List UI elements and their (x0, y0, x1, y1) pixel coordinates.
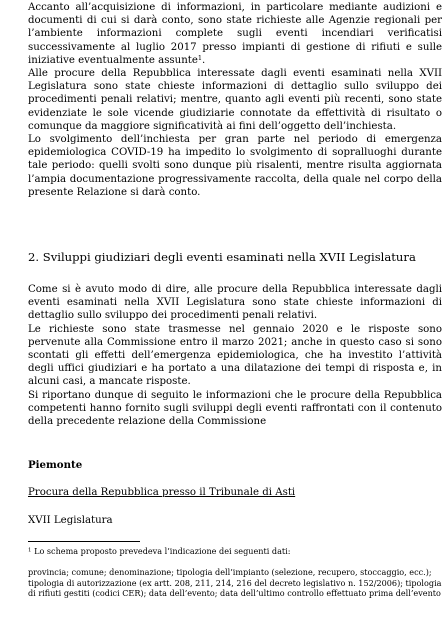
paragraph-procure: Alle procure della Repubblica interessate dagli eventi esaminati nella XVII Legislatura sono state chieste informazioni di dettaglio sullo sviluppo dei procedimenti penali relativi; mentre, quanto agli eventi più recenti, sono state evidenziate le sole vicende giudiziarie connotate da effettività di risultato o comunque da maggiore significatività ai fini dell’oggetto dell’inchiesta. (28, 68, 442, 132)
procura-heading: Procura della Repubblica presso il Tribunale di Asti (28, 487, 296, 498)
paragraph-svolgimento: Lo svolgimento dell’inchiesta per gran parte nel periodo di emergenza epidemiologica COVID-19 ha impedito lo svolgimento di sopralluoghi durante tale periodo: quelli svolti sono dunque più risalenti, mentre risulta aggiornata l’ampia documentazione progressivamente raccolta, della quale nel corpo della presente Relazione si darà conto. (28, 134, 442, 198)
paragraph-tail: . (202, 54, 206, 66)
section-heading: 2. Sviluppi giudiziari degli eventi esaminati nella XVII Legislatura (28, 250, 416, 264)
region-heading: Piemonte (28, 459, 83, 471)
footnote-number: 1 (28, 547, 32, 554)
paragraph-text: Accanto all’acquisizione di informazioni, in particolare mediante audizioni e documenti di cui si darà conto, sono state richieste alle Agenzie regionali per l’ambiente informazioni complete sugli eventi incendiari verificatisi successivamente al luglio 2017 presso impianti di gestione di rifiuti e sulle iniziative eventualmente assunte (28, 2, 442, 66)
footnote-reference[interactable]: 1 (197, 53, 203, 62)
footnote-divider (28, 541, 140, 542)
footnote-text: provincia; comune; denominazione; tipologia dell’impianto (selezione, recupero, stoccaggio, ecc.); tipologia di autorizzazione (ex artt. 208, 211, 214, 216 del decreto legislativo n. 152/2006); tipologia di rifiuti gestiti (codici CER); data dell’evento; data dell’ultimo controllo effettuato prima dell’evento (28, 567, 442, 599)
section-text-block (28, 283, 442, 428)
paragraph-come-si: Come si è avuto modo di dire, alle procure della Repubblica interessate dagli eventi esaminati nella XVII Legislatura sono state chieste informazioni di dettaglio sullo sviluppo dei procedimenti penali relativi. (28, 284, 442, 322)
footnote-intro (28, 546, 442, 557)
paragraph-si-riportano: Si riportano dunque di seguito le informazioni che le procure della Repubblica competenti hanno fornito sugli sviluppi degli eventi raffrontati con il contenuto della precedente relazione della Commissione (28, 389, 442, 428)
intro-text-block (28, 1, 442, 199)
footnote-intro-text: Lo schema proposto prevedeva l’indicazione dei seguenti dati: (34, 546, 291, 556)
legislature-label: XVII Legislatura (28, 515, 113, 526)
paragraph-acquisizione (28, 1, 442, 67)
paragraph-richieste: Le richieste sono state trasmesse nel gennaio 2020 e le risposte sono pervenute alla Commissione entro il marzo 2021; anche in questo caso si sono scontati gli effetti dell’emergenza epidemiologica, che ha investito l’attività degli uffici giudiziari e ha portato a una dilatazione dei tempi di risposta e, in alcuni casi, a mancate risposte. (28, 323, 442, 388)
